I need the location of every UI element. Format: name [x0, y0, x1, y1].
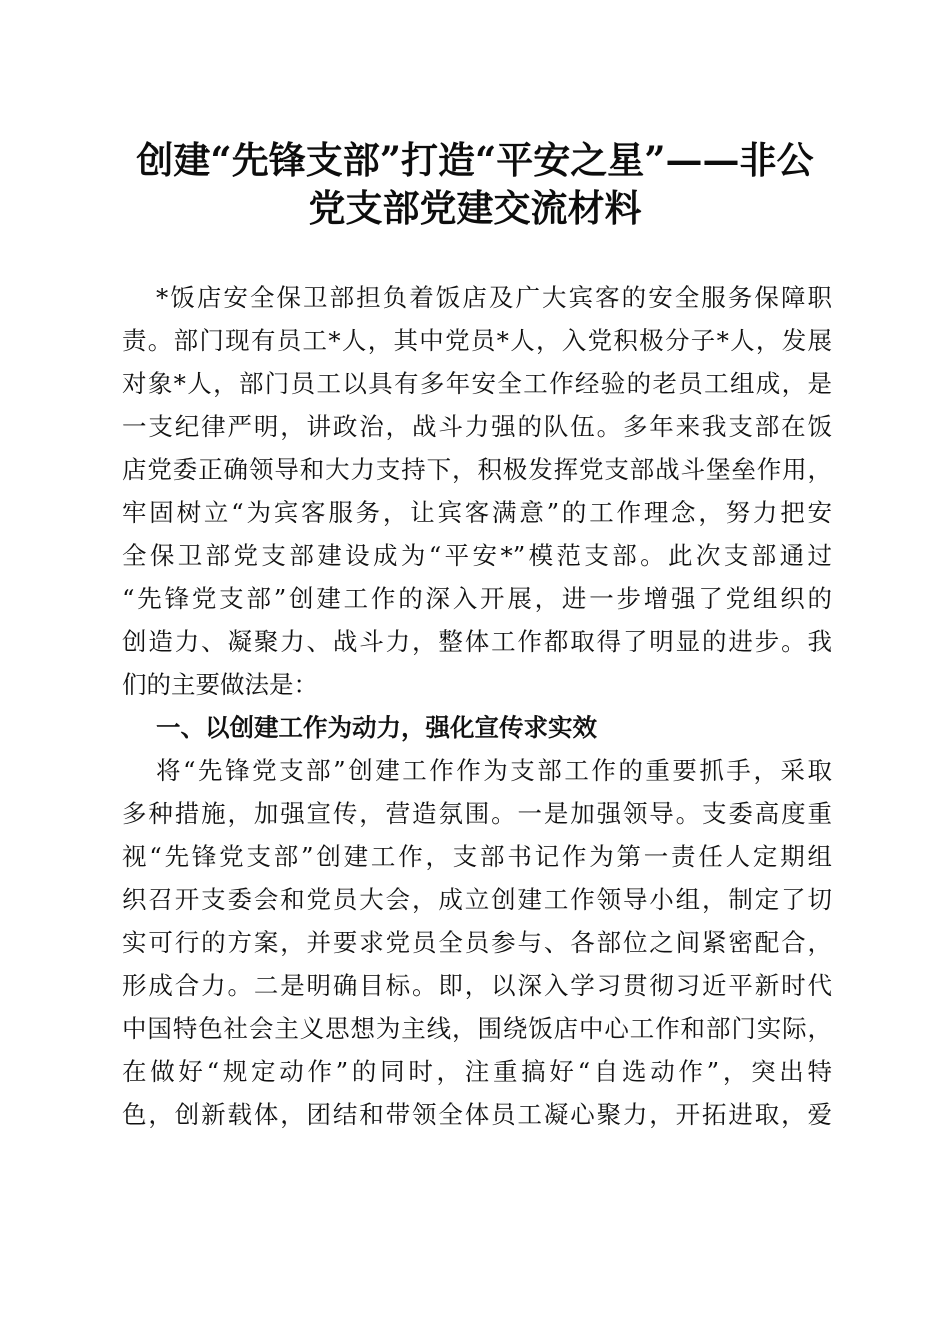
paragraph-line: “先锋党支部”创建工作的深入开展，进一步增强了党组织的 — [122, 584, 832, 613]
paragraph-line: 牢固树立“为宾客服务，让宾客满意”的工作理念，努力把安 — [122, 498, 832, 527]
paragraph-line: 责。部门现有员工*人，其中党员*人，入党积极分子*人，发展 — [122, 326, 832, 355]
paragraph-line: 在做好“规定动作”的同时，注重搞好“自选动作”，突出特 — [122, 1057, 832, 1086]
paragraph-line: 一支纪律严明，讲政治，战斗力强的队伍。多年来我支部在饭 — [122, 412, 832, 441]
paragraph-line: 实可行的方案，并要求党员全员参与、各部位之间紧密配合， — [122, 928, 832, 957]
paragraph-line: 店党委正确领导和大力支持下，积极发挥党支部战斗堡垒作用， — [122, 455, 832, 484]
paragraph-line: 中国特色社会主义思想为主线，围绕饭店中心工作和部门实际， — [122, 1014, 832, 1043]
paragraph-line: 形成合力。二是明确目标。即，以深入学习贯彻习近平新时代 — [122, 971, 832, 1000]
paragraph-line: *饭店安全保卫部担负着饭店及广大宾客的安全服务保障职 — [156, 283, 832, 312]
paragraph-line: 视“先锋党支部”创建工作，支部书记作为第一责任人定期组 — [122, 842, 832, 871]
paragraph-line: 色，创新载体，团结和带领全体员工凝心聚力，开拓进取，爱 — [122, 1100, 832, 1129]
paragraph-line: 全保卫部党支部建设成为“平安*”模范支部。此次支部通过 — [122, 541, 832, 570]
section-heading: 一、以创建工作为动力，强化宣传求实效 — [156, 713, 597, 742]
paragraph-line: 织召开支委会和党员大会，成立创建工作领导小组，制定了切 — [122, 885, 832, 914]
paragraph-line: 将“先锋党支部”创建工作作为支部工作的重要抓手，采取 — [156, 756, 832, 785]
paragraph-line: 多种措施，加强宣传，营造氛围。一是加强领导。支委高度重 — [122, 799, 832, 828]
document-title-line-2: 党支部党建交流材料 — [308, 186, 642, 230]
document-title-line-1: 创建“先锋支部”打造“平安之星”——非公 — [136, 138, 814, 182]
paragraph-line: 们的主要做法是： — [122, 670, 318, 699]
paragraph-line: 创造力、凝聚力、战斗力，整体工作都取得了明显的进步。我 — [122, 627, 832, 656]
paragraph-line: 对象*人，部门员工以具有多年安全工作经验的老员工组成，是 — [122, 369, 832, 398]
